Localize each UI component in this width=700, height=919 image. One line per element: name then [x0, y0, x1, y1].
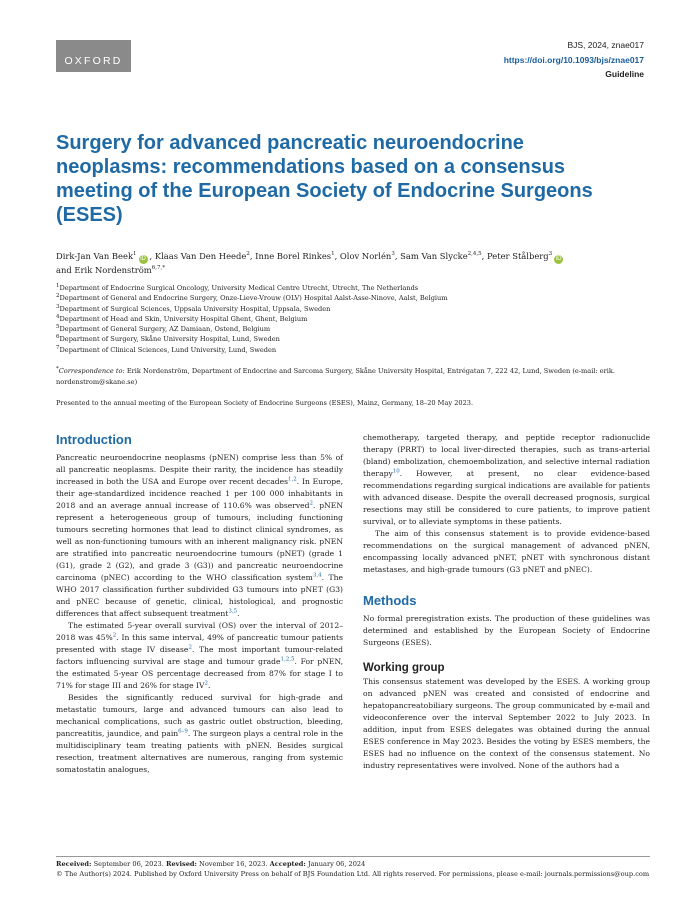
citation-link[interactable]: 2: [309, 500, 314, 507]
citation-link[interactable]: 6–9: [178, 728, 188, 735]
affiliation-text: Department of General Surgery, AZ Damiaan, Ostend, Belgium: [59, 325, 271, 334]
author-affiliation-marker: 1: [331, 251, 335, 258]
dates-line: [56, 859, 650, 869]
author-separator: ,: [149, 251, 155, 261]
introduction-continued: [363, 432, 650, 576]
author-name: Inne Borel Rinkes: [255, 251, 332, 261]
introduction-paragraph: The estimated 5-year overall survival (OS) over the interval of 2012–2018 was 45%$^2$. In this same interval, 49% of pancreatic tumour patients presented with stage IV disease$^2$. The most important tumour-related factors influencing survival are stage and tumour grade$^{1,2,5}$. For pNEN, the estimated 5-year OS percentage decreased from 87% for stage I to 71% for stage III and 26% for stage IV$^2$.: [56, 621, 344, 690]
affiliation-text: Department of Clinical Sciences, Lund University, Lund, Sweden: [59, 345, 277, 354]
methods-paragraph: No formal preregistration exists. The production of these guidelines was determined and established by the European Society of Endocrine Surgeons (ESES).: [363, 614, 650, 647]
author-list: [56, 250, 646, 277]
affiliation-number: 3: [56, 303, 60, 310]
author-separator: ,: [394, 251, 401, 261]
introduction-paragraph: Pancreatic neuroendocrine neoplasms (pNEN) comprise less than 5% of all pancreatic neoplasms. Despite their rarity, the incidence has steadily increased in both the USA and Europe over recent decades$^{1,2}$. In Europe, their age-standardized incidence reached 1 per 100 000 inhabitants in 2018 and an average annual increase of 110.6% was observed$^2$. pNEN represent a heterogeneous group of tumours, including functioning tumours secreting hormones that lead to distinct clinical syndromes, as well as non-functioning tumours with an inherent malignancy risk. pNEN are stratified into pancreatic neuroendocrine tumours (pNET) (grade 1 (G1), grade 2 (G2), and grade 3 (G3)) and pancreatic neuroendocrine carcinoma (pNEC) according to the WHO classification system$^{3,4}$. The WHO 2017 classification further subdivided G3 tumours into pNET (G3) and pNEC because of genetic, clinical, histological, and prognostic differences that affect subsequent treatment$^{3,5}$.: [56, 453, 343, 618]
citation-link[interactable]: 2: [204, 680, 209, 687]
affiliation-number: 6: [56, 334, 60, 341]
methods-body: [363, 613, 650, 649]
author-name: Olov Norlén: [339, 251, 392, 261]
article-type: Guideline: [605, 69, 644, 79]
author-and: and: [56, 265, 75, 275]
introduction-paragraph: chemotherapy, targeted therapy, and peptide receptor radionuclide therapy (PRRT) to local liver-directed therapies, such as trans-arterial (bland) embolization, chemoembolization, and selective internal radiation therapy$^{10}$. However, at present, no clear evidence-based recommendations regarding surgical indications are available for patients with advanced disease. Despite the overall decreased prognosis, surgical resections may still be considered to cure patients, to improve patient survival, or to alleviate symptoms in these patients.: [363, 433, 650, 526]
presented-note: Presented to the annual meeting of the European Society of Endocrine Surgeons (ESES), Mainz, Germany, 18–20 May 2023.: [56, 399, 474, 407]
orcid-icon[interactable]: iD: [555, 256, 562, 262]
accepted-date: January 06, 2024: [307, 860, 366, 868]
author-affiliation-marker: 2,4,5: [467, 251, 482, 258]
affiliation-item: [56, 304, 656, 314]
author-name: Peter Stålberg: [487, 251, 549, 261]
oxford-logo: [56, 40, 131, 72]
copyright-notice: © The Author(s) 2024. Published by Oxford University Press on behalf of BJS Foundation Ltd. All rights reserved. For permissions, please e-mail: journals.permissions@oup.com: [56, 870, 650, 878]
working-group-heading: Working group: [363, 662, 445, 674]
affiliation-item: [56, 283, 656, 293]
affiliation-number: 7: [56, 344, 60, 351]
article-footer: [56, 859, 650, 879]
author-affiliation-marker: 6,7,*: [151, 265, 165, 272]
author-separator: ,: [249, 251, 256, 261]
citation-link[interactable]: 2: [188, 644, 192, 651]
citation-link[interactable]: 1,2: [288, 476, 297, 483]
doi-link[interactable]: https://doi.org/10.1093/bjs/znae017: [503, 55, 644, 65]
affiliation-number: 4: [56, 313, 60, 320]
revised-label: Revised:: [165, 860, 197, 868]
citation-link[interactable]: 10: [392, 468, 400, 475]
received-date: September 06, 2023.: [93, 860, 164, 868]
citation-link[interactable]: 3,5: [228, 608, 238, 615]
correspondence-text: Erik Nordenström, Department of Endocrine and Sarcoma Surgery, Skåne University Hospital, Entrégatan 7, 222 42, Lund, Sweden (e-mail: erik. nordenstrom@skane.se): [56, 367, 615, 386]
author-affiliation-marker: 2: [246, 251, 250, 258]
affiliation-number: 2: [56, 293, 60, 300]
article-title: Surgery for advanced pancreatic neuroendocrine neoplasms: recommendations based on a consensus meeting of the European Society of Endocrine Surgeons (ESES): [56, 132, 593, 226]
author-affiliation-marker: 1: [133, 251, 137, 258]
author-separator: ,: [481, 251, 487, 261]
affiliation-text: Department of Endocrine Surgical Oncology, University Medical Centre Utrecht, Utrecht, The Netherlands: [59, 284, 419, 292]
affiliation-list: [56, 283, 656, 355]
affiliation-item: [56, 324, 656, 334]
author-name: Dirk-Jan Van Beek: [56, 251, 134, 261]
affiliation-item: [56, 293, 656, 303]
affiliation-text: Department of General and Endocrine Surgery, Onze-Lieve-Vrouw (OLV) Hospital Aalst-Asse-Ninove, Aalst, Belgium: [59, 294, 448, 303]
affiliation-number: 5: [56, 324, 60, 330]
introduction-heading: Introduction: [56, 432, 132, 447]
revised-date: November 16, 2023.: [199, 860, 268, 868]
author-separator: ,: [334, 251, 340, 261]
affiliation-text: Department of Surgery, Skåne University Hospital, Lund, Sweden: [59, 335, 280, 344]
introduction-body: [56, 452, 343, 776]
affiliation-item: [56, 345, 656, 355]
methods-heading: Methods: [363, 593, 417, 608]
affiliation-text: Department of Surgical Sciences, Uppsala University Hospital, Uppsala, Sweden: [59, 304, 331, 313]
author-affiliation-marker: 3: [548, 251, 553, 258]
affiliation-text: Department of Head and Skin, University Hospital Ghent, Ghent, Belgium: [59, 314, 308, 323]
orcid-icon[interactable]: iD: [140, 256, 146, 262]
right-column: [363, 432, 650, 772]
author-name: Klaas Van Den Heede: [154, 251, 247, 261]
logo-text: OXFORD: [64, 55, 123, 67]
footer-divider: [56, 856, 650, 857]
author-affiliation-marker: 3: [391, 251, 395, 258]
introduction-paragraph: Besides the significantly reduced survival for high-grade and metastatic tumours, large and advanced tumours can also lead to mechanical complications, such as gastric outlet obstruction, bleeding, pancreatitis, jaundice, and pain$^{6-9}$. The surgeon plays a central role in the multidisciplinary team treating patients with pNEN. Besides surgical resection, treatment alternatives are numerous, ranging from systemic somatostatin analogues,: [56, 693, 343, 774]
introduction-paragraph: The aim of this consensus statement is to provide evidence-based recommendations on the surgical management of advanced pNEN, encompassing locally advanced pNET, pNET with synchronous distant metastases, and high-grade tumours (G3 pNET and pNEC).: [363, 529, 650, 574]
affiliation-item: [56, 334, 656, 344]
journal-reference: BJS, 2024, znae017: [567, 40, 644, 50]
author-name: Sam Van Slycke: [400, 251, 468, 261]
citation-link[interactable]: 3,4: [312, 572, 322, 579]
citation-link[interactable]: 2: [112, 632, 117, 639]
affiliation-number: 1: [56, 282, 60, 289]
working-group-paragraph: This consensus statement was developed by the ESES. A working group on advanced pNEN was created and consisted of endocrine and hepatopancreatobiliary surgeons. The group communicated by e-mail and videoconference over the interval September 2022 to July 2023. In addition, input from ESES delegates was obtained during the annual ESES conference in May 2023. Besides the voting by ESES members, the ESES had no influence on the context of the consensus statement. No industry representatives were involved. None of the authors had a: [363, 677, 650, 770]
author-name: Erik Nordenström: [74, 265, 152, 275]
correspondence: *Correspondence to: Erik Nordenström, Department of Endocrine and Sarcoma Surgery, Skåne University Hospital, Entrégatan 7, 222 42, Lund, Sweden (e-mail: erik. nordenstrom@skane.se): [56, 365, 615, 386]
accepted-label: Accepted:: [269, 860, 306, 868]
working-group-body: [363, 676, 650, 772]
left-column: [56, 432, 343, 776]
correspondence-label: Correspondence to:: [58, 367, 125, 375]
received-label: Received:: [56, 860, 92, 868]
citation-link[interactable]: 1,2,5: [280, 656, 295, 663]
affiliation-item: [56, 314, 656, 324]
